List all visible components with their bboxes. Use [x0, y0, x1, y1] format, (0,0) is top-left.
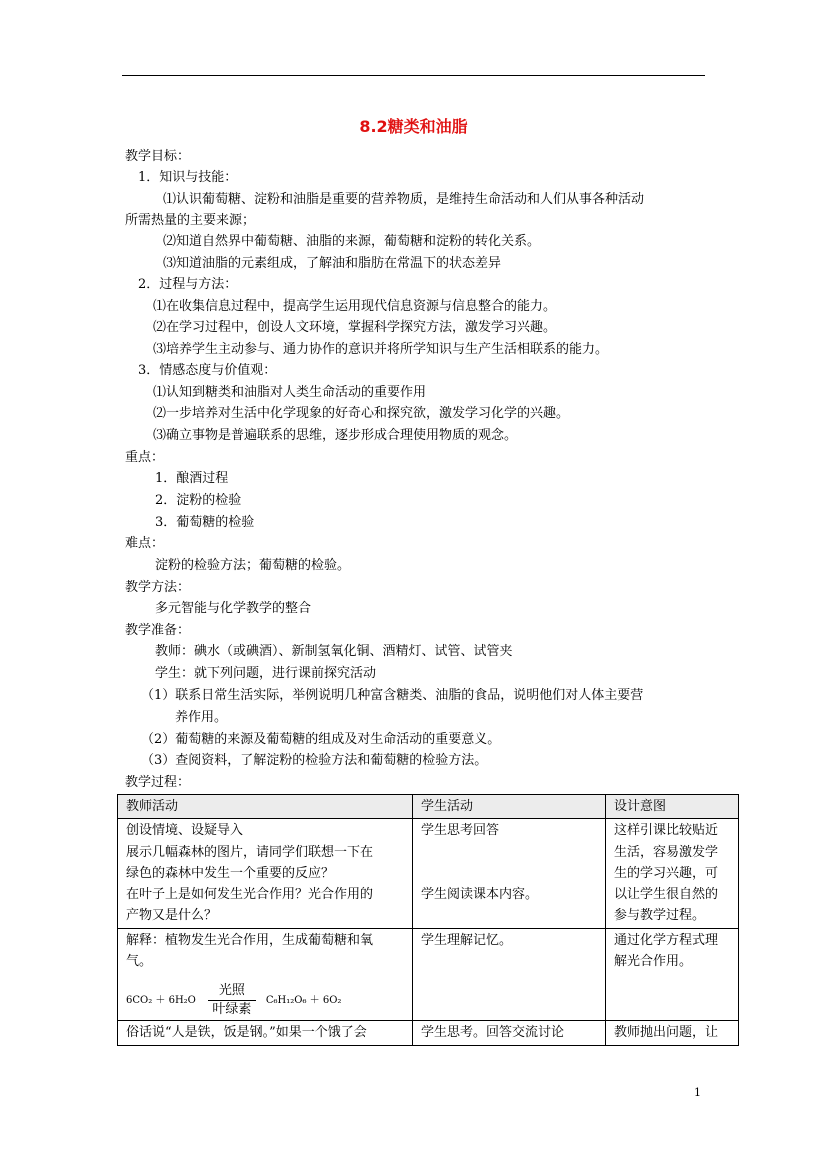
cell-line: 学生理解记忆。	[421, 932, 513, 948]
table-row	[118, 928, 739, 1021]
text-line: 学生：就下列问题，进行课前探究活动	[155, 666, 377, 681]
page-number: 1	[694, 1086, 701, 1099]
cell-line: 产物又是什么？	[126, 908, 218, 924]
header-rule	[122, 75, 705, 76]
cell-line: 在叶子上是如何发生光合作用？光合作用的	[126, 887, 374, 903]
photosynthesis-equation	[126, 982, 404, 1019]
design-intent-cell: 教师抛出问题，让	[606, 1021, 739, 1045]
table-header-row	[118, 795, 739, 819]
teacher-activity-cell	[118, 928, 413, 1021]
equation-products: C₆H₁₂O₆ ＋ 6O₂	[265, 995, 342, 1007]
subsection-heading: 3．情感态度与价值观：	[138, 363, 277, 378]
section-heading: 教学准备：	[125, 623, 191, 638]
text-line: 1．酿酒过程	[155, 471, 229, 486]
text-line: ⑵一步培养对生活中化学现象的好奇心和探究欲，激发学习化学的兴趣。	[153, 406, 570, 421]
section-heading: 难点：	[125, 536, 165, 551]
cell-line: 解光合作用。	[614, 954, 693, 970]
teacher-activity-cell: 俗话说“人是铁，饭是钢。”如果一个饿了会	[118, 1021, 413, 1045]
text-line: 多元智能与化学教学的整合	[155, 601, 312, 616]
text-line: ⑴在收集信息过程中，提高学生运用现代信息资源与信息整合的能力。	[153, 299, 557, 314]
text-line: ⑵知道自然界中葡萄糖、油脂的来源，葡萄糖和淀粉的转化关系。	[163, 234, 541, 249]
cell-line: 这样引课比较贴近	[614, 823, 719, 839]
section-heading: 教学目标：	[125, 149, 191, 164]
section-heading: 教学方法：	[125, 580, 191, 595]
text-line: ⑵在学习过程中，创设人文环境，掌握科学探究方法，激发学习兴趣。	[153, 320, 557, 335]
student-activity-cell: 学生思考。回答交流讨论	[413, 1021, 606, 1045]
text-line: （3）查阅资料，了解淀粉的检验方法和葡萄糖的检验方法。	[141, 753, 488, 768]
teaching-process-table	[117, 794, 739, 1046]
cell-line: 以让学生很自然的	[614, 887, 719, 903]
text-line: 养作用。	[175, 710, 228, 725]
section-heading: 教学过程：	[125, 775, 191, 790]
subsection-heading: 1．知识与技能：	[138, 170, 238, 185]
cell-line: 参与教学过程。	[614, 908, 706, 924]
text-line: （1）联系日常生活实际，举例说明几种富含糖类、油脂的食品，说明他们对人体主要营	[141, 688, 644, 703]
cell-line: 通过化学方程式理	[614, 932, 719, 948]
equation-conditions	[208, 982, 256, 1019]
cell-line: 绿色的森林中发生一个重要的反应？	[126, 865, 335, 881]
design-intent-cell	[606, 819, 739, 928]
text-line: （2）葡萄糖的来源及葡萄糖的组成及对生命活动的重要意义。	[141, 732, 501, 747]
text-line: 3．葡萄糖的检验	[155, 515, 255, 530]
equation-reactants: 6CO₂ ＋ 6H₂O	[126, 995, 196, 1007]
condition-light: 光照	[218, 983, 245, 999]
table-row	[118, 1021, 739, 1045]
text-line: 所需热量的主要来源；	[125, 213, 256, 228]
teacher-activity-cell	[118, 819, 413, 928]
header-student-activity: 学生活动	[413, 795, 606, 819]
cell-line: 生的学习兴趣，可	[614, 865, 719, 881]
text-line: 教师：碘水（或碘酒）、新制氢氧化铜、酒精灯、试管、试管夹	[155, 644, 513, 659]
cell-line: 气。	[126, 954, 153, 970]
text-line: ⑴认知到糖类和油脂对人类生命活动的重要作用	[153, 385, 427, 400]
text-line: ⑶确立事物是普遍联系的思维，逐步形成合理使用物质的观念。	[153, 428, 518, 443]
table-row	[118, 819, 739, 928]
student-activity-cell	[413, 928, 606, 1021]
subsection-heading: 2．过程与方法：	[138, 277, 238, 292]
cell-line: 学生阅读课本内容。	[421, 886, 539, 902]
header-teacher-activity: 教师活动	[118, 795, 413, 819]
cell-line: 学生思考回答	[421, 823, 500, 839]
header-design-intent: 设计意图	[606, 795, 739, 819]
text-line: 2．淀粉的检验	[155, 493, 242, 508]
section-heading: 重点：	[125, 450, 165, 465]
text-line: ⑶知道油脂的元素组成，了解油和脂肪在常温下的状态差异	[163, 256, 502, 271]
text-line: 淀粉的检验方法；葡萄糖的检验。	[155, 558, 351, 573]
text-line: ⑶培养学生主动参与、通力协作的意识并将所学知识与生产生活相联系的能力。	[153, 342, 609, 357]
cell-line: 创设情境、设疑导入	[126, 823, 244, 839]
student-activity-cell	[413, 819, 606, 928]
design-intent-cell	[606, 928, 739, 1021]
page-title: 8.2糖类和油脂	[359, 117, 468, 136]
cell-line: 解释：植物发生光合作用，生成葡萄糖和氧	[126, 932, 374, 948]
cell-line: 展示几幅森林的图片，请同学们联想一下在	[126, 844, 374, 860]
condition-chlorophyll: 叶绿素	[212, 1002, 252, 1018]
text-line: ⑴认识葡萄糖、淀粉和油脂是重要的营养物质，是维持生命活动和人们从事各种活动	[163, 192, 645, 207]
cell-line: 生活，容易激发学	[614, 844, 719, 860]
